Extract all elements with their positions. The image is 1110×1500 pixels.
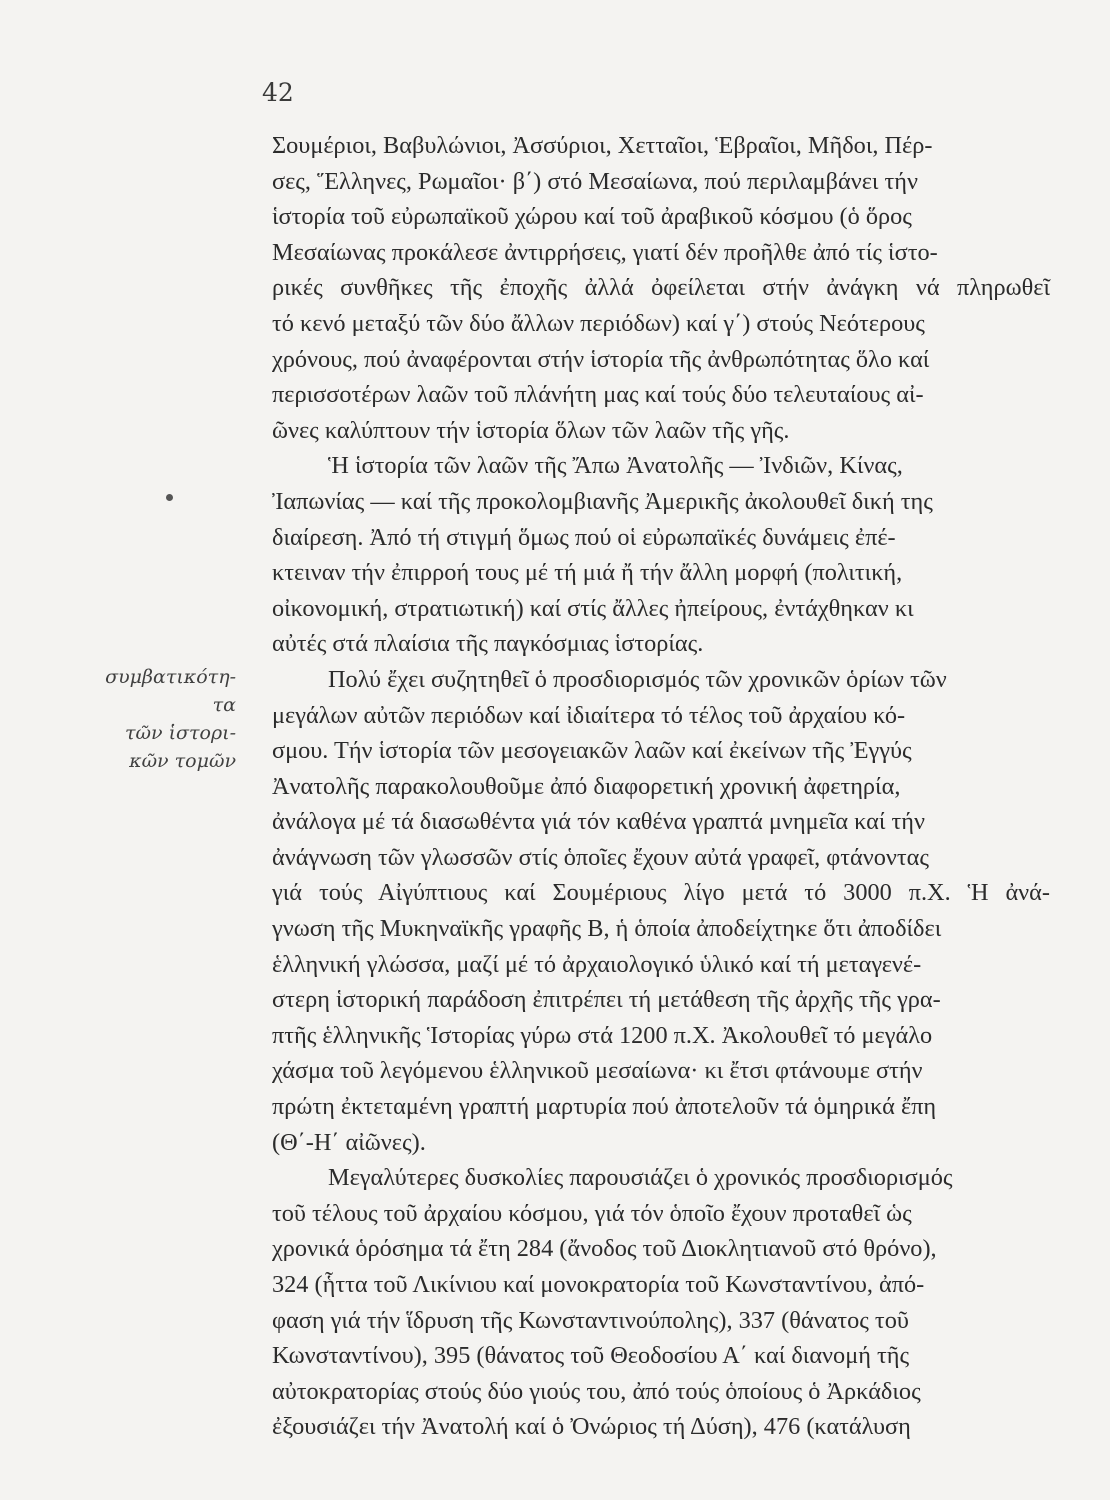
text-line: σμου. Τήν ἱστορία τῶν μεσογειακῶν λαῶν καί ἐκείνων τῆς Ἐγγύς xyxy=(272,737,912,765)
text-line: Μεσαίωνας προκάλεσε ἀντιρρήσεις, γιατί δέν προῆλθε ἀπό τίς ἱστο- xyxy=(272,238,938,266)
text-line: Κωνσταντίνου), 395 (θάνατος τοῦ Θεοδοσίου Α΄ καί διανομή τῆς xyxy=(272,1342,910,1370)
text-line: ἑλληνική γλώσσα, μαζί μέ τό ἀρχαιολογικό ὑλικό καί τή μεταγενέ- xyxy=(272,950,922,978)
text-line: Πολύ ἔχει συζητηθεῖ ὁ προσδιορισμός τῶν χρονικῶν ὁρίων τῶν xyxy=(328,665,947,693)
text-line: διαίρεση. Ἀπό τή στιγμή ὅμως πού οἱ εὐρωπαϊκές δυνάμεις ἐπέ- xyxy=(272,523,896,551)
text-line: γιά τούς Αἰγύπτιους καί Σουμέριους λίγο μετά τό 3000 π.Χ. Ἡ ἀνά- xyxy=(272,879,1050,907)
text-line: ἀνάγνωση τῶν γλωσσῶν στίς ὁποῖες ἔχουν αὐτά γραφεῖ, φτάνοντας xyxy=(272,843,929,871)
marginal-note-line: τῶν ἱστορι- xyxy=(124,722,236,744)
text-line: Ἡ ἱστορία τῶν λαῶν τῆς Ἄπω Ἀνατολῆς — Ἰνδιῶν, Κίνας, xyxy=(328,452,903,480)
text-line: 324 (ἧττα τοῦ Λικίνιου καί μονοκρατορία τοῦ Κωνσταντίνου, ἀπό- xyxy=(272,1271,925,1298)
text-line: ἀνάλογα μέ τά διασωθέντα γιά τόν καθένα γραπτά μνημεῖα καί τήν xyxy=(272,808,925,836)
text-line: περισσοτέρων λαῶν τοῦ πλάνήτη μας καί τούς δύο τελευταίους αἰ- xyxy=(272,381,924,409)
paragraph xyxy=(272,662,1050,1160)
text-line: οἰκονομική, στρατιωτική) καί στίς ἄλλες ἠπείρους, ἐντάχθηκαν κι xyxy=(272,594,914,622)
text-line: πτῆς ἑλληνικῆς Ἱστορίας γύρω στά 1200 π.Χ. Ἀκολουθεῖ τό μεγάλο xyxy=(272,1021,933,1049)
page-number: 42 xyxy=(262,78,294,107)
paragraph xyxy=(272,128,1050,448)
text-line: φαση γιά τήν ἵδρυση τῆς Κωνσταντινούπολης), 337 (θάνατος τοῦ xyxy=(272,1306,909,1334)
marginal-note-line: τα xyxy=(212,694,236,716)
body-text xyxy=(272,128,1050,1445)
text-line: Ἰαπωνίας — καί τῆς προκολομβιανῆς Ἀμερικῆς ἀκολουθεῖ δική της xyxy=(272,487,933,515)
text-line: αὐτοκρατορίας στούς δύο γιούς του, ἀπό τούς ὁποίους ὁ Ἀρκάδιος xyxy=(272,1377,921,1405)
text-line: αὐτές στά πλαίσια τῆς παγκόσμιας ἱστορίας. xyxy=(272,630,704,658)
text-line: σες, Ἕλληνες, Ρωμαῖοι· β΄) στό Μεσαίωνα, πού περιλαμβάνει τήν xyxy=(272,167,918,195)
paragraph xyxy=(272,1160,1050,1445)
text-line: Ἀνατολῆς παρακολουθοῦμε ἀπό διαφορετική χρονική ἀφετηρία, xyxy=(272,772,901,800)
text-line: ῶνες καλύπτουν τήν ἱστορία ὅλων τῶν λαῶν τῆς γῆς. xyxy=(272,416,790,444)
margin-bullet xyxy=(166,494,173,501)
text-line: στερη ἱστορική παράδοση ἐπιτρέπει τή μετάθεση τῆς ἀρχῆς τῆς γρα- xyxy=(272,986,941,1014)
marginal-note-line: συμβατικότη- xyxy=(105,666,236,688)
text-line: γνωση τῆς Μυκηναϊκῆς γραφῆς Β, ἡ ὁποία ἀποδείχτηκε ὅτι ἀποδίδει xyxy=(272,915,942,943)
paragraph xyxy=(272,448,1050,662)
text-line: (Θ΄-Η΄ αἰῶνες). xyxy=(272,1128,426,1156)
text-line: κτειναν τήν ἐπιρροή τους μέ τή μιά ἤ τήν ἄλλη μορφή (πολιτική, xyxy=(272,559,903,587)
text-line: τοῦ τέλους τοῦ ἀρχαίου κόσμου, γιά τόν ὁποῖο ἔχουν προταθεῖ ὡς xyxy=(272,1199,912,1227)
text-line: χρόνους, πού ἀναφέρονται στήν ἱστορία τῆς ἀνθρωπότητας ὅλο καί xyxy=(272,345,930,373)
text-line: χρονικά ὁρόσημα τά ἔτη 284 (ἄνοδος τοῦ Διοκλητιανοῦ στό θρόνο), xyxy=(272,1235,937,1263)
text-line: Μεγαλύτερες δυσκολίες παρουσιάζει ὁ χρονικός προσδιορισμός xyxy=(328,1164,953,1192)
text-line: χάσμα τοῦ λεγόμενου ἑλληνικοῦ μεσαίωνα· κι ἔτσι φτάνουμε στήν xyxy=(272,1057,923,1085)
text-line: ρικές συνθῆκες τῆς ἐποχῆς ἀλλά ὀφείλεται στήν ἀνάγκη νά πληρωθεῖ xyxy=(272,274,1050,302)
marginal-note-line: κῶν τομῶν xyxy=(129,750,236,772)
text-line: τό κενό μεταξύ τῶν δύο ἄλλων περιόδων) καί γ΄) στούς Νεότερους xyxy=(272,309,925,337)
text-line: Σουμέριοι, Βαβυλώνιοι, Ἀσσύριοι, Χετταῖοι, Ἑβραῖοι, Μῆδοι, Πέρ- xyxy=(272,132,933,159)
text-line: μεγάλων αὐτῶν περιόδων καί ἰδιαίτερα τό τέλος τοῦ ἀρχαίου κό- xyxy=(272,701,906,729)
marginal-note xyxy=(60,663,236,775)
text-line: ἐξουσιάζει τήν Ἀνατολή καί ὁ Ὀνώριος τή Δύση), 476 (κατάλυση xyxy=(272,1413,911,1441)
text-line: ἱστορία τοῦ εὐρωπαϊκοῦ χώρου καί τοῦ ἀραβικοῦ κόσμου (ὁ ὅρος xyxy=(272,203,912,231)
text-line: πρώτη ἐκτεταμένη γραπτή μαρτυρία πού ἀποτελοῦν τά ὁμηρικά ἔπη xyxy=(272,1093,937,1121)
